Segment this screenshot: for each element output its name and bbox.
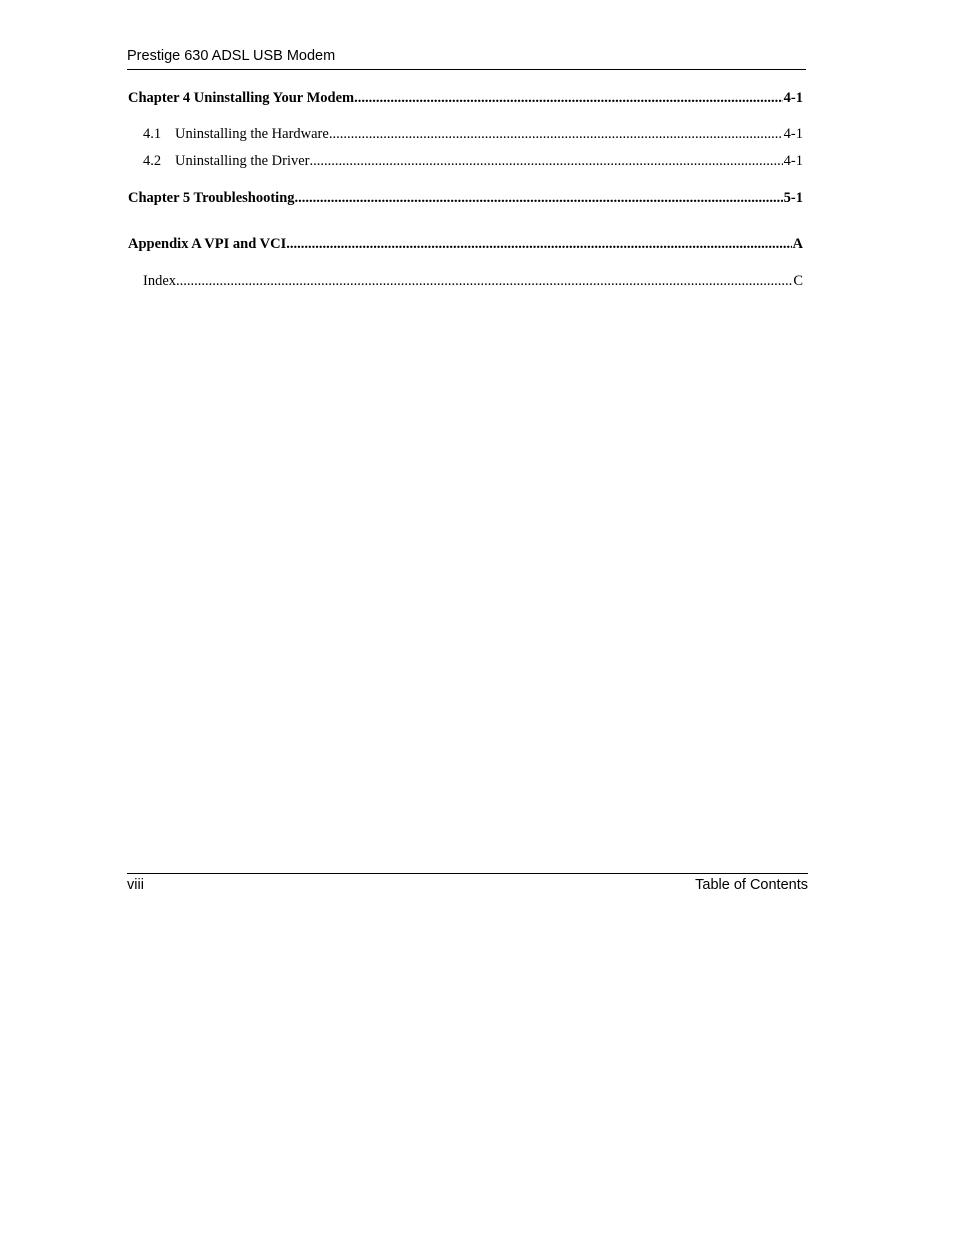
toc-entry-page: 5-1: [783, 190, 803, 206]
toc-entry-title: Appendix A VPI and VCI: [128, 236, 287, 252]
footer-section-title: Table of Contents: [695, 877, 808, 893]
toc-leader-dots: [295, 189, 783, 207]
document-title: Prestige 630 ADSL USB Modem: [127, 48, 336, 64]
toc-leader-dots: [286, 235, 791, 253]
toc-leader-dots: [329, 125, 783, 143]
toc-leader-dots: [310, 152, 783, 170]
page-footer: [127, 873, 808, 894]
toc-entry-chapter-5[interactable]: [128, 189, 803, 207]
toc-entry-section-4-1[interactable]: [128, 125, 803, 143]
toc-entry-index[interactable]: [128, 272, 803, 290]
toc-entry-number: 4.2: [143, 153, 162, 169]
toc-entry-title: Chapter 5 Troubleshooting: [128, 190, 295, 206]
page-header: [127, 47, 806, 70]
toc-entry-appendix-a[interactable]: [128, 235, 803, 253]
page-number: viii: [127, 877, 144, 893]
toc-entry-title: Uninstalling the Hardware: [175, 126, 329, 142]
toc-entry-page: 4-1: [783, 126, 803, 142]
toc-entry-page: 4-1: [783, 90, 803, 106]
toc-entry-chapter-4[interactable]: [128, 89, 803, 107]
toc-entry-page: C: [793, 273, 803, 289]
toc-entry-page: A: [792, 236, 803, 252]
toc-leader-dots: [354, 89, 783, 107]
toc-entry-number: 4.1: [143, 126, 162, 142]
toc-entry-title: Index: [143, 273, 177, 289]
toc-entry-title: Chapter 4 Uninstalling Your Modem: [128, 90, 355, 106]
toc-leader-dots: [176, 272, 792, 290]
toc-entry-section-4-2[interactable]: [128, 152, 803, 170]
toc-entry-page: 4-1: [783, 153, 803, 169]
toc-entry-title: Uninstalling the Driver: [175, 153, 310, 169]
